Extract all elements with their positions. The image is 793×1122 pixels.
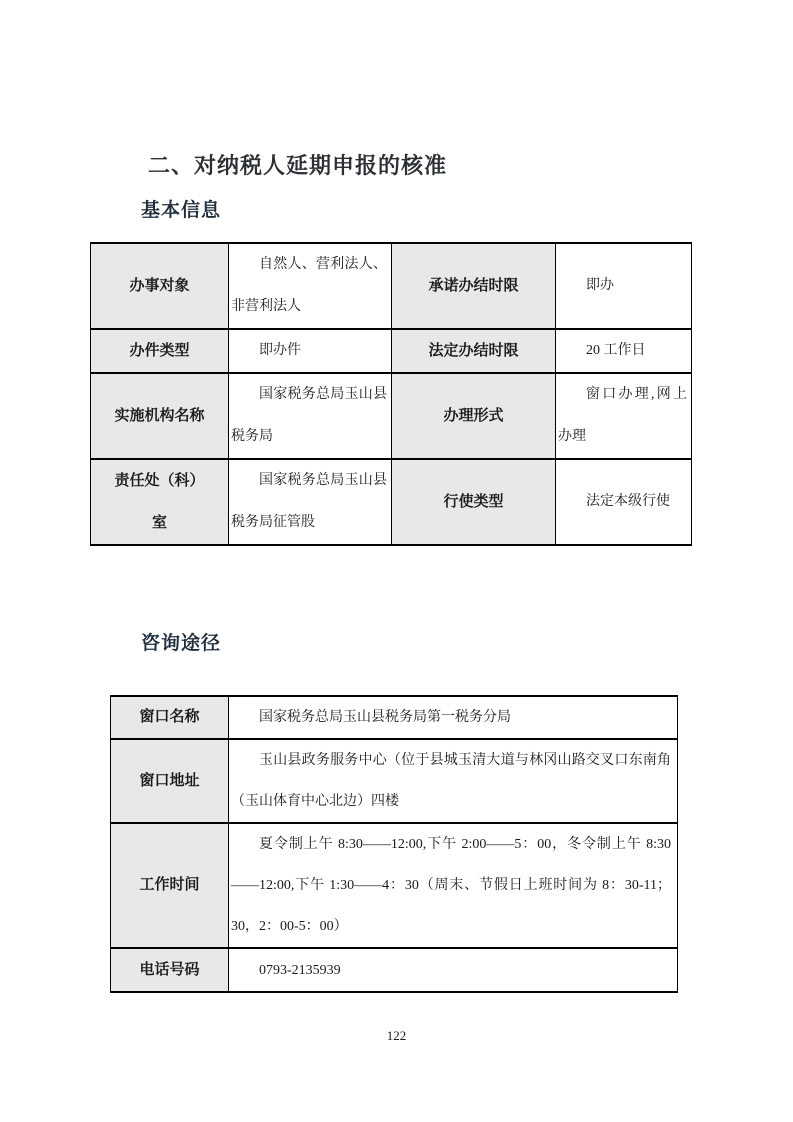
row-label: 行使类型 [392,459,556,545]
basic-info-table [90,242,692,546]
row-value: 法定本级行使 [556,459,692,545]
row-value: 即办 [556,243,692,329]
row-label: 法定办结时限 [392,329,556,373]
row-value: 0793-2135939 [229,948,678,992]
row-value: 玉山县政务服务中心（位于县城玉清大道与林冈山路交叉口东南角（玉山体育中心北边）四楼 [229,739,678,823]
table-row [91,373,692,459]
table-row [111,739,678,823]
table-row [91,459,692,545]
row-label: 办件类型 [91,329,229,373]
row-label: 窗口地址 [111,739,229,823]
page-number: 122 [386,1028,407,1043]
basic-info-heading: 基本信息 [141,200,222,221]
row-value: 即办件 [229,329,392,373]
row-label: 窗口名称 [111,696,229,739]
row-label: 承诺办结时限 [392,243,556,329]
row-value: 20 工作日 [556,329,692,373]
row-value: 自然人、营利法人、非营利法人 [229,243,392,329]
row-label: 电话号码 [111,948,229,992]
row-value: 国家税务总局玉山县税务局 [229,373,392,459]
table-row [91,243,692,329]
row-value: 国家税务总局玉山县税务局第一税务分局 [229,696,678,739]
section-title: 二、对纳税人延期申报的核准 [148,153,448,178]
row-label: 工作时间 [111,823,229,948]
row-label: 实施机构名称 [91,373,229,459]
table-row [111,948,678,992]
table-row [111,823,678,948]
table-row [91,329,692,373]
row-value: 夏令制上午 8:30——12:00,下午 2:00——5：00，冬令制上午 8:30——12:00,下午 1:30——4：30（周末、节假日上班时间为 8：30-11；30，2：00-5：00） [229,823,678,948]
row-label: 办理形式 [392,373,556,459]
row-value: 窗口办理,网上办理 [556,373,692,459]
row-label: 责任处（科）室 [91,459,229,545]
consultation-table [110,695,678,993]
row-label: 办事对象 [91,243,229,329]
table-row [111,696,678,739]
row-value: 国家税务总局玉山县税务局征管股 [229,459,392,545]
consultation-heading: 咨询途径 [141,633,222,654]
